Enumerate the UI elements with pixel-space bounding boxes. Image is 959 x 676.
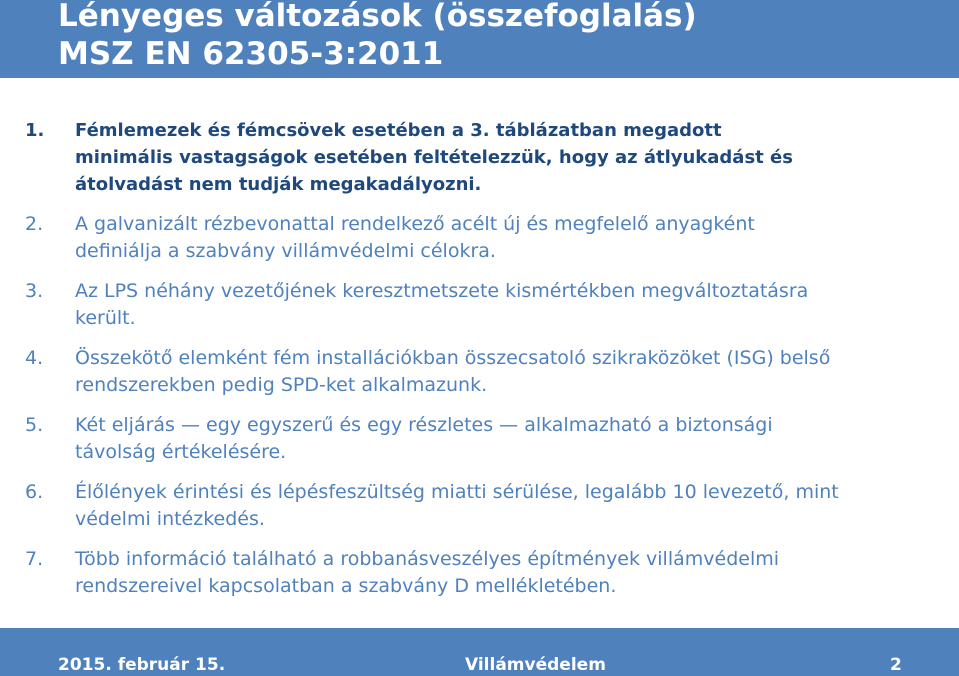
item-text-line: Két eljárás — egy egyszerű és egy részletes — alkalmazható a biztonsági: [75, 414, 773, 436]
item-text: [75, 117, 935, 198]
item-number: 1.: [25, 120, 45, 141]
item-text: [75, 546, 935, 600]
item-text-line: minimális vastagságok esetében feltételezzük, hogy az átlyukadást és: [75, 147, 793, 168]
item-text-line: védelmi intézkedés.: [75, 508, 265, 530]
item-text-line: rendszerekben pedig SPD-ket alkalmazunk.: [75, 374, 488, 396]
item-text-line: Fémlemezek és fémcsövek esetében a 3. táblázatban megadott: [75, 120, 722, 141]
item-text-line: távolság értékelésére.: [75, 441, 287, 463]
item-text-line: A galvanizált rézbevonattal rendelkező acélt új és megfelelő anyagként: [75, 213, 755, 235]
title-bar: [0, 0, 959, 78]
item-text: [75, 479, 935, 533]
item-text-line: Összekötő elemként fém installációkban összecsatoló szikraközöket (ISG) belső: [75, 347, 831, 369]
item-text: [75, 278, 935, 332]
item-text-line: Élőlények érintési és lépésfeszültség miatti sérülése, legalább 10 levezető, mint: [75, 481, 839, 503]
item-text-line: definiálja a szabvány villámvédelmi célokra.: [75, 240, 496, 262]
item-number: 6.: [25, 481, 44, 503]
footer-bar: [0, 628, 959, 676]
slide-title-line-2: MSZ EN 62305-3:2011: [58, 36, 444, 72]
item-text-line: Több információ található a robbanásveszélyes építmények villámvédelmi: [75, 548, 780, 570]
item-text-line: került.: [75, 307, 136, 329]
slide-title-line-1: Lényeges változások (összefoglalás): [58, 0, 697, 34]
item-text-line: rendszereivel kapcsolatban a szabvány D mellékletében.: [75, 575, 617, 597]
item-number: 5.: [25, 414, 44, 436]
item-text: [75, 412, 935, 466]
item-text-line: Az LPS néhány vezetőjének keresztmetszete kismértékben megváltoztatásra: [75, 280, 809, 302]
item-text: [75, 211, 935, 265]
item-number: 4.: [25, 347, 44, 369]
item-number: 7.: [25, 548, 44, 570]
footer-title: Villámvédelem: [465, 655, 606, 675]
slide-title: [58, 0, 697, 73]
item-number: 2.: [25, 213, 44, 235]
footer-date: 2015. február 15.: [58, 655, 226, 675]
item-number: 3.: [25, 280, 44, 302]
item-text: [75, 345, 935, 399]
page-number: 2: [890, 655, 902, 675]
item-text-line: átolvadást nem tudják megakadályozni.: [75, 174, 482, 195]
